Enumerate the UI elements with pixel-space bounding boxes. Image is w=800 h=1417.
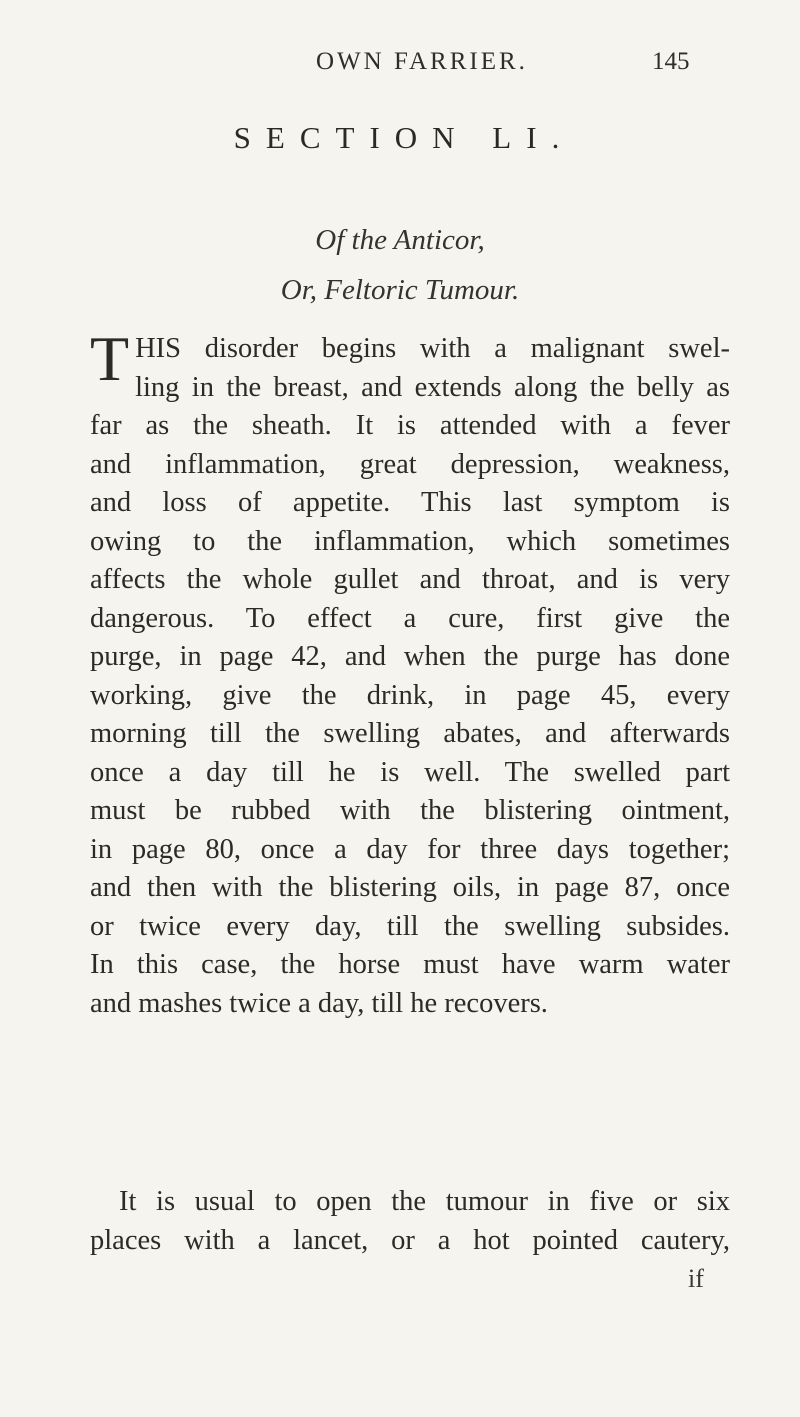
catchword: if (688, 1264, 704, 1293)
running-header (0, 48, 800, 84)
paragraph-line: and then with the blistering oils, in page 87, once (90, 872, 730, 903)
paragraph-line: It is usual to open the tumour in five or six (119, 1186, 730, 1217)
running-title: OWN FARRIER. (316, 48, 528, 75)
paragraph-line: must be rubbed with the blistering ointment, (90, 795, 730, 826)
paragraph-line: in page 80, once a day for three days together; (90, 833, 730, 865)
paragraph-line: purge, in page 42, and when the purge has done (90, 641, 730, 672)
paragraph-line: HIS disorder begins with a malignant swel- (135, 333, 730, 364)
paragraph-1 (90, 323, 730, 1023)
section-subtitle-line-2: Or, Feltoric Tumour. (280, 274, 520, 306)
paragraph-line: In this case, the horse must have warm water (90, 949, 730, 980)
paragraph-line: or twice every day, till the swelling subsides. (90, 910, 730, 942)
paragraph-line: owing to the inflammation, which sometimes (90, 525, 730, 557)
section-subtitle-line-1: Of the Anticor, (315, 224, 485, 256)
section-heading: SECTION LI. (233, 120, 575, 155)
paragraph-line: ling in the breast, and extends along the belly as (135, 371, 730, 403)
paragraph-line: and loss of appetite. This last symptom is (90, 487, 730, 518)
paragraph-line: and mashes twice a day, till he recovers. (90, 987, 548, 1019)
paragraph-line: dangerous. To effect a cure, first give the (90, 602, 730, 634)
paragraph-line: far as the sheath. It is attended with a fever (90, 410, 730, 441)
paragraph-line: and inflammation, great depression, weakness, (90, 448, 730, 480)
paragraph-line: places with a lancet, or a hot pointed cautery, (90, 1224, 730, 1256)
paragraph-line: affects the whole gullet and throat, and is very (90, 564, 730, 595)
paragraph-line: once a day till he is well. The swelled part (90, 756, 730, 788)
paragraph-line: morning till the swelling abates, and afterwards (90, 718, 730, 749)
drop-cap: T (90, 323, 130, 394)
paragraph-2 (90, 1183, 730, 1260)
page-number: 145 (652, 48, 690, 75)
paragraph-line: working, give the drink, in page 45, every (90, 679, 730, 711)
